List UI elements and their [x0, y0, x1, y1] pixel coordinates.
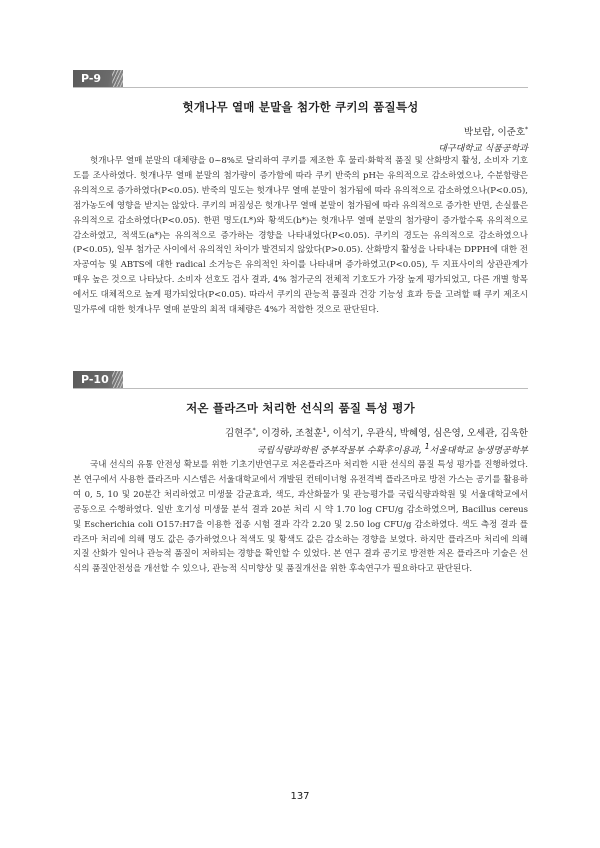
author-mark: *	[252, 426, 256, 434]
page-number: 137	[290, 791, 310, 802]
author-segment: , 이경하, 조철훈	[255, 428, 323, 439]
paper-affiliation-p9: 대구대학교 식품공학과	[438, 144, 528, 154]
paper-tag-p9: P-9	[73, 70, 123, 87]
author-segment: 김현주	[225, 428, 253, 439]
author-names: 박보람, 이준호	[463, 127, 525, 138]
affiliation-mark: 1	[424, 442, 430, 451]
paper-affiliation-p10	[257, 442, 528, 456]
author-segment: , 이석기, 우관식, 박혜영, 심은영, 오세관, 김욱한	[326, 428, 528, 439]
section-rule	[73, 87, 528, 88]
paper-authors-p10	[225, 425, 528, 439]
affiliation-segment: 서울대학교 농생명공학부	[429, 446, 528, 456]
author-mark: 1	[322, 426, 327, 434]
paper-abstract-p10: 국내 선식의 유통 안전성 확보를 위한 기초기반연구로 저온플라즈마 처리한 시판 선식의 품질 특성 평가를 진행하였다. 본 연구에서 사용한 플라즈마 시스템은 서울대학교에서 개발된 컨테이너형 유전격벽 플라즈마로 방전 가스는 공기를 활용하여 0, 5, 10 및 20분간 처리하였고 미생물 감균효과, 색도, 과산화물가 및 관능평가를 국립식량과학원 및 서울대학교에서 공동으로 수행하였다. 일반 호기성 미생물 분석 결과 20분 처리 시 약 1.70 log CFU/g 감소하였으며, Bacillus cereus 및 Escherichia coli O157:H7을 이용한 접종 시험 결과 각각 2.20 및 2.50 log CFU/g 감소하였다. 색도 측정 결과 플라즈마 처리에 의해 명도 값은 증가하였으나 적색도 및 황색도 값은 감소하는 경향을 보였다. 하지만 플라즈마 처리에 의해 지질 산화가 일어나 관능적 품질이 저하되는 경향을 확인할 수 있었다. 본 연구 결과 공기로 방전한 저온 플라즈마 기술은 선식의 품질안전성을 개선할 수 있으나, 관능적 식미향상 및 품질개선을 위한 후속연구가 필요하다고 판단된다.	[73, 460, 528, 575]
paper-authors-p9	[464, 124, 528, 138]
paper-abstract-p9: 헛개나무 열매 분말의 대체량을 0~8%로 달리하여 쿠키를 제조한 후 물리·화학적 품질 및 산화방지 활성, 소비자 기호도를 조사하였다. 헛개나무 열매 분말의 첨가량이 증가함에 따라 쿠키 반죽의 pH는 유의적으로 감소하였으나, 수분함량은 유의적으로 증가하였다(P<0.05). 반죽의 밀도는 헛개나무 열매 분말이 첨가됨에 따라 유의적으로 감소하였으나(P<0.05), 점가농도에 영향을 받지는 않았다. 쿠키의 퍼짐성은 헛개나무 열매 분말이 첨가됨에 따라 유의적으로 증가한 반면, 손실률은 유의적으로 감소하였다(P<0.05). 한편 명도(L*)와 황색도(b*)는 헛개나무 열매 분말의 첨가량이 증가할수록 유의적으로 감소하였고, 적색도(a*)는 유의적으로 증가하는 경향을 나타내었다(P<0.05). 쿠키의 경도는 유의적으로 감소하였으나(P<0.05), 일부 첨가군 사이에서 유의적인 차이가 발견되지 않았다(P>0.05). 산화방지 활성을 나타내는 DPPH에 대한 전자공여능 및 ABTS에 대한 radical 소거능은 유의적인 차이를 나타내며 증가하였고(P<0.05), 두 지표사이의 상관관계가 매우 높은 것으로 나타났다. 소비자 선호도 검사 결과, 4% 첨가군의 전체적 기호도가 가장 높게 평가되었고, 다른 개별 항목에서도 대체적으로 높게 평가되었다(P<0.05). 따라서 쿠키의 관능적 품질과 건강 기능성 효과 등을 고려할 때 쿠키 제조시 밀가루에 대한 헛개나무 열매 분말의 최적 대체량은 4%가 적합한 것으로 판단된다.	[73, 156, 529, 316]
paper-title-p9: 헛개나무 열매 분말을 첨가한 쿠키의 품질특성	[182, 100, 419, 114]
section-rule	[73, 388, 528, 389]
paper-tag-p10: P-10	[73, 371, 123, 388]
corresponding-author-mark: *	[525, 125, 528, 133]
affiliation-segment: 국립식량과학원 중부작물부 수확후이용과,	[256, 446, 425, 456]
paper-title-p10: 저온 플라즈마 처리한 선식의 품질 특성 평가	[186, 401, 415, 415]
